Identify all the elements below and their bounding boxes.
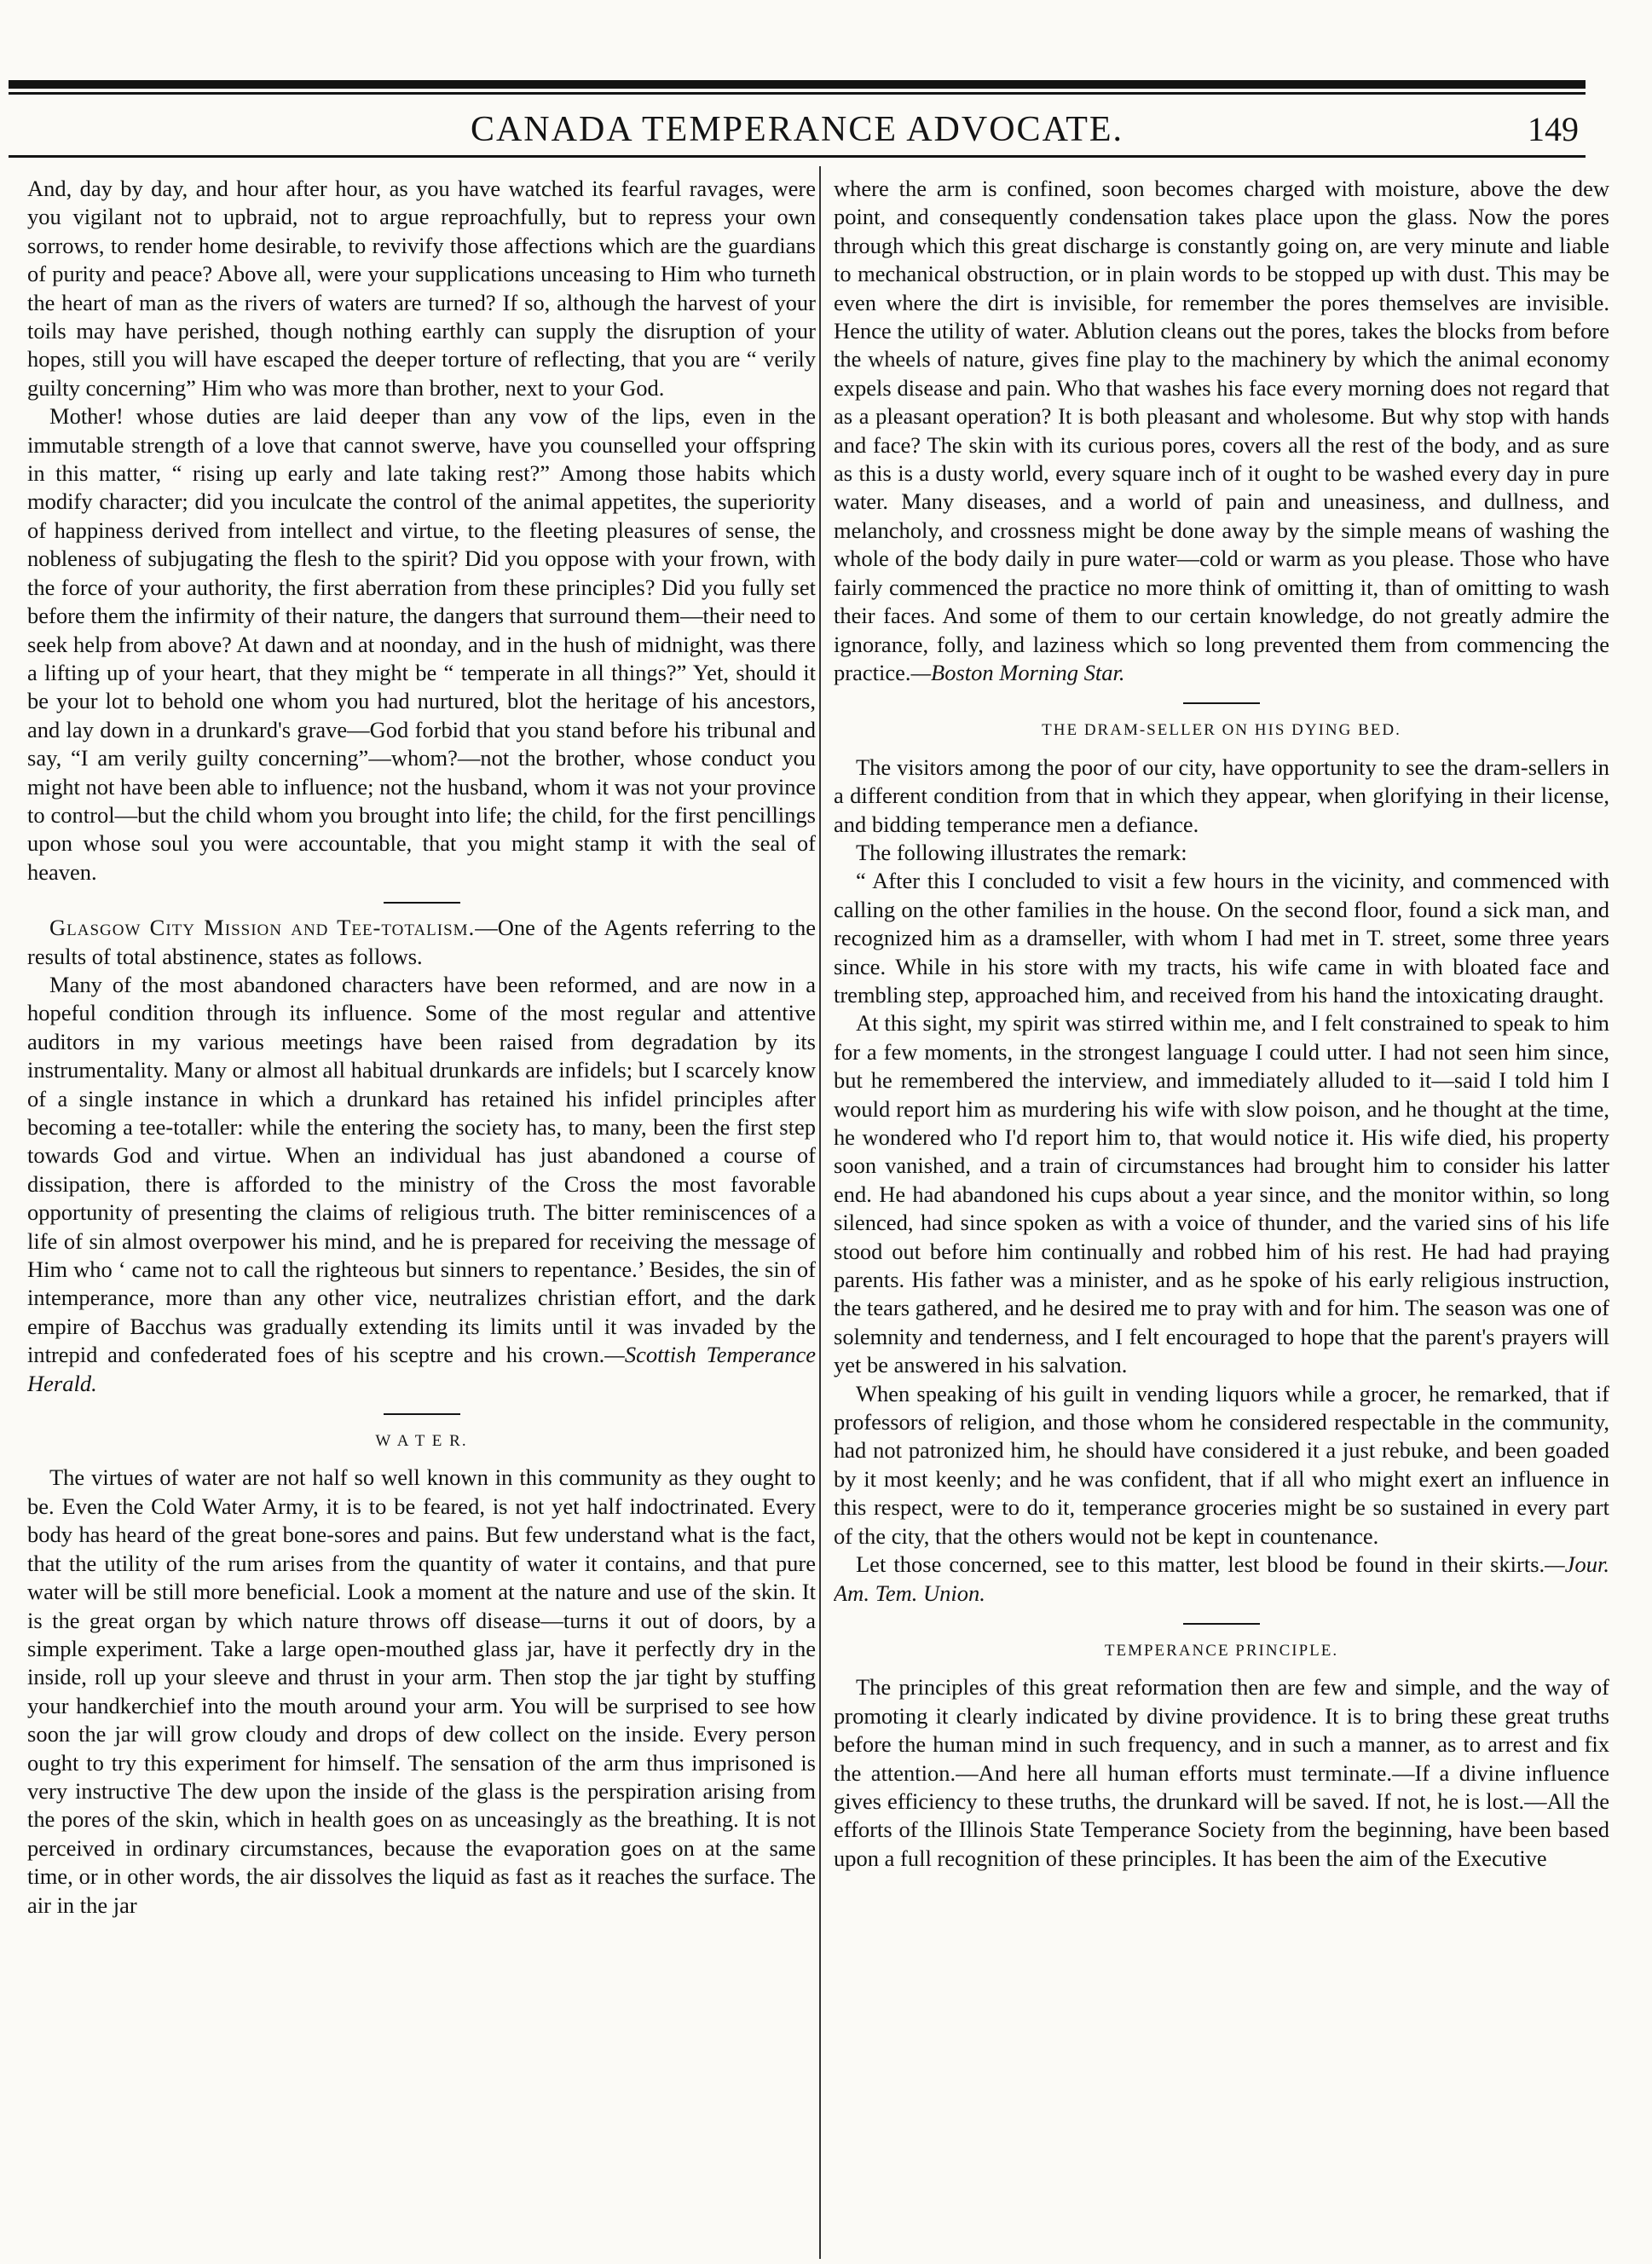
- glasgow-lead-heading: Glasgow City Mission and Tee-totalism.: [49, 915, 476, 941]
- article-paragraph: The virtues of water are not half so well known in this community as they ought to be. Even the Cold Water Army, it is to be feared, is not yet half indoctrinated. Every body has heard of the great bone-sores and pains. But few understand what is the fact, that the utility of the rum arises from the quantity of water it contains, and that pure water will be still more beneficial. Look a moment at the nature and use of the skin. It is the great organ by which nature throws off disease—turns it out of doors, by a simple experiment. Take a large open-mouthed glass jar, have it perfectly dry in the inside, roll up your sleeve and thrust in your arm. Then stop the jar tight by stuffing your handkerchief into the mouth around your arm. You will be surprised to see how soon the jar will grow cloudy and drops of dew collect on the inside. Every person ought to try this experiment for himself. The sensation of the arm thus imprisoned is very instructive The dew upon the inside of the glass is the perspiration arising from the pores of the skin, which in health goes on as unceasingly as the breathing. It is not perceived in ordinary circumstances, because the evaporation goes on at the same time, or in other words, the air dissolves the liquid as fast as it reaches the surface. The air in the jar: [27, 1464, 816, 1918]
- article-paragraph: Mother! whose duties are laid deeper than any vow of the lips, even in the immutable strength of a love that cannot swerve, have you counselled your offspring in this matter, “ rising up early and late taking rest?” Among those habits which modify character; did you inculcate the control of the animal appetites, the superiority of happiness derived from intellect and virtue, to the fleeting pleasures of sense, the nobleness of subjugating the flesh to the spirit? Did you oppose with your frown, with the force of your authority, the first aberration from these principles? Did you fully set before them the infirmity of their nature, the dangers that surround them—their need to seek help from above? At dawn and at noonday, and in the hush of midnight, was there a lifting up of your heart, that they might be “ temperate in all things?” Yet, should it be your lot to behold one whom you had nurtured, blot the heritage of his ancestors, and lay down in a drunkard's grave—God forbid that you stand before his tribunal and say, “I am verily guilty concerning”—whom?—not the brother, whose conduct you might not have been able to influence; not the husband, whom it was not your province to control—but the child whom you brought into life; the child, for the first pencillings upon whose soul you were accountable, that you might stamp it with the seal of heaven.: [27, 403, 816, 885]
- article-paragraph: At this sight, my spirit was stirred within me, and I felt constrained to speak to him for a few moments, in the strongest language I could utter. I had not seen him since, but he remembered the interview, and immediately alluded to it—said I told him I would report him as murdering his wife with slow poison, and he thought at the time, he wondered who I'd report him to, that would notice it. His wife died, his property soon vanished, and a train of circumstances had brought him to consider his latter end. He had abandoned his cups about a year since, and the monitor within, so long silenced, had since spoken as with a voice of thunder, and the varied sins of his life stood out before him continually and robbed him of his rest. He had had praying parents. His father was a minister, and as he spoke of his early religious instruction, the tears gathered, and he desired me to pray with and for him. The season was one of solemnity and tenderness, and I felt encouraged to hope that the parent's prayers will yet be answered in his salvation.: [834, 1010, 1609, 1378]
- water-continued: where the arm is confined, soon becomes charged with moisture, above the dew point, and consequently condensation takes place upon the glass. Now the pores through which this great discharge is constantly going on, are very minute and liable to mechanical obstruction, or in plain words to be stopped up with dust. This may be even where the dirt is invisible, for remember the pores themselves are invisible. Hence the utility of water. Ablution cleans out the pores, takes the blocks from before the wheels of nature, gives fine play to the machinery by which the animal economy expels disease and pain. Who that washes his face every morning does not regard that as a pleasant operation? It is both pleasant and wholesome. But why stop with hands and face? The skin with its curious pores, covers all the rest of the body, and as sure as this is a dusty world, every square inch of it ought to be washed every day in pure water. Many diseases, and a world of pain and uneasiness, and dullness, and melancholy, and crossness might be done away by the simple means of washing the whole of the body daily in pure water—cold or warm as you please. Those who have fairly commenced the practice no more think of omitting it, than of omitting to wash their faces. And some of them to our certain knowledge, do not greatly admire the ignorance, folly, and laziness which so long prevented them from commencing the practice.: [834, 176, 1609, 685]
- publication-title: CANADA TEMPERANCE ADVOCATE.: [470, 110, 1124, 149]
- top-thin-rule: [9, 92, 1586, 95]
- source-credit: —Boston Morning Star.: [910, 659, 1125, 685]
- article-paragraph: [834, 1551, 1609, 1608]
- article-paragraph: When speaking of his guilt in vending liquors while a grocer, he remarked, that if professors of religion, and those whom he considered respectable in the community, had not patronized him, he should have considered it a just rebuke, and been goaded by it most keenly; and he was confident, that if all who might exert an influence in this respect, were to do it, temperance groceries might be so sustained in every part of the city, that the others would not be kept in countenance.: [834, 1380, 1609, 1549]
- page-header: [9, 101, 1586, 155]
- section-divider: [1183, 1623, 1260, 1625]
- section-divider: [384, 902, 460, 904]
- glasgow-intro: [27, 914, 816, 971]
- article-paragraph: The following illustrates the remark:: [856, 839, 1187, 865]
- article-paragraph: [27, 971, 816, 1398]
- dram-closing: Let those concerned, see to this matter, lest blood be found in their skirts.: [856, 1551, 1545, 1578]
- section-divider: [384, 1413, 460, 1415]
- glasgow-intro-text: —One of the Agents referring to the results of total abstinence, states as follows.: [27, 915, 816, 969]
- section-heading-temperance-principle: TEMPERANCE PRINCIPLE.: [1104, 1641, 1339, 1660]
- article-paragraph: “ After this I concluded to visit a few hours in the vicinity, and commenced with calling on the other families in the house. On the second floor, found a sick man, and recognized him as a dramseller, with whom I had met in T. street, some three years since. While in his store with my tracts, his wife came in with bloated face and trembling step, approached him, and received from his hand the intoxicating draught.: [834, 868, 1609, 1008]
- article-paragraph: And, day by day, and hour after hour, as you have watched its fearful ravages, were you vigilant not to upbraid, not to argue reproachfully, but to repress your own sorrows, to render home desirable, to revivify those affections which are the guardians of purity and peace? Above all, were your supplications unceasing to Him who turneth the heart of man as the rivers of waters are turned? If so, although the harvest of your toils may have perished, though nothing earthly can supply the disruption of your hopes, still you will have escaped the deeper torture of reflecting, that you are “ verily guilty concerning” Him who was more than brother, next to your God.: [27, 176, 816, 401]
- page-number: 149: [1528, 110, 1579, 148]
- source-credit: —Jour. Am. Tem. Union.: [834, 1551, 1609, 1606]
- column-divider: [819, 166, 821, 2259]
- left-column: [27, 175, 816, 2255]
- right-column: [834, 175, 1609, 2255]
- article-paragraph: The visitors among the poor of our city, have opportunity to see the dram-sellers in a different condition from that in which they appear, when glorifying in their license, and bidding temperance men a defiance.: [834, 754, 1609, 837]
- article-paragraph: [834, 175, 1609, 687]
- section-heading-dram-seller: THE DRAM-SELLER ON HIS DYING BED.: [1042, 721, 1401, 740]
- section-heading-water: W A T E R.: [375, 1432, 468, 1451]
- top-heavy-rule: [9, 80, 1586, 89]
- header-rule: [9, 155, 1586, 158]
- section-divider: [1183, 702, 1260, 704]
- article-paragraph: The principles of this great reformation then are few and simple, and the way of promoting it clearly indicated by divine providence. It is to bring these great truths before the human mind in such frequency, and in such a manner, as to arrest and fix the attention.—And here all human efforts must terminate.—If a divine influence gives efficiency to these truths, the drunkard will be saved. If not, he is lost.—All the efforts of the Illinois State Temperance Society from the beginning, have been based upon a full recognition of these principles. It has been the aim of the Executive: [834, 1674, 1609, 1871]
- glasgow-body: Many of the most abandoned characters have been reformed, and are now in a hopeful condition through its influence. Some of the most regular and attentive auditors in my various meetings have been raised from degradation by its instrumentality. Many or almost all habitual drunkards are infidels; but I scarcely know of a single instance in which a drunkard has retained his infidel principles after becoming a tee-totaller: while the entering the society has, to many, been the first step towards God and virtue. When an individual has just abandoned a course of dissipation, there is afforded to the ministry of the Cross the most favorable opportunity of presenting the claims of religious truth. The bitter reminiscences of a life of sin almost overpower his mind, and he is prepared for receiving the message of Him who ‘ came not to call the righteous but sinners to repentance.’ Besides, the sin of intemperance, more than any other vice, neutralizes christian effort, and the dark empire of Bacchus was gradually extending its limits until it was invaded by the intrepid and confederated foes of his sceptre and his crown.: [27, 971, 816, 1368]
- source-credit: —Scottish Temperance Herald.: [27, 1342, 816, 1396]
